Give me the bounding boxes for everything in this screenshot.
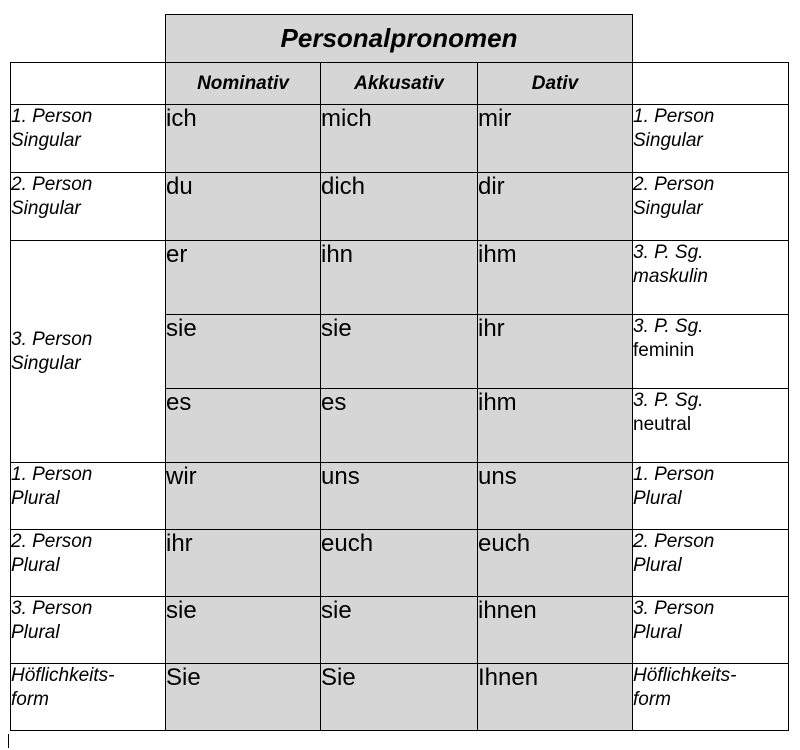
pronoun-dativ: dir: [478, 173, 633, 241]
row-label-line: 3. Person: [633, 598, 715, 619]
row-label-line: 2. Person: [11, 531, 93, 552]
pronoun-nominativ: es: [166, 389, 321, 463]
pronoun-nominativ: sie: [166, 315, 321, 389]
row-label-line: Plural: [11, 488, 60, 509]
pronoun-nominativ: wir: [166, 463, 321, 530]
row-label-line: Plural: [11, 555, 60, 576]
row-label-line: maskulin: [633, 266, 708, 287]
personal-pronouns-table: [10, 14, 789, 731]
row-label-line: 3. P. Sg.: [633, 316, 704, 337]
table-row: [11, 241, 789, 315]
row-label-right: [633, 241, 789, 315]
row-label-line: 3. P. Sg.: [633, 390, 704, 411]
column-header-nominativ: Nominativ: [166, 63, 321, 105]
pronoun-dativ: ihm: [478, 241, 633, 315]
header-row: [11, 63, 789, 105]
pronoun-akkusativ: Sie: [321, 664, 478, 731]
row-label-right: [633, 664, 789, 731]
pronoun-nominativ: Sie: [166, 664, 321, 731]
row-label-line: 1. Person: [633, 106, 715, 127]
pronoun-dativ: Ihnen: [478, 664, 633, 731]
pronoun-akkusativ: sie: [321, 597, 478, 664]
blank-corner-right: [633, 15, 789, 63]
row-label-line: 2. Person: [633, 174, 715, 195]
row-label-line: 1. Person: [11, 464, 93, 485]
row-label-right: [633, 463, 789, 530]
row-label: [11, 463, 166, 530]
row-label-line: Singular: [633, 198, 703, 219]
column-header-dativ: Dativ: [478, 63, 633, 105]
pronoun-akkusativ: uns: [321, 463, 478, 530]
row-label-line: Singular: [633, 130, 703, 151]
table-title: Personalpronomen: [166, 15, 633, 63]
row-label-line: 3. Person: [11, 598, 93, 619]
blank-corner: [11, 15, 166, 63]
row-label-line: 3. P. Sg.: [633, 242, 704, 263]
row-label-line: Singular: [11, 130, 81, 151]
pronoun-akkusativ: euch: [321, 530, 478, 597]
row-label-line: 1. Person: [11, 106, 93, 127]
pronoun-akkusativ: sie: [321, 315, 478, 389]
pronoun-dativ: uns: [478, 463, 633, 530]
pronoun-nominativ: ihr: [166, 530, 321, 597]
pronoun-nominativ: sie: [166, 597, 321, 664]
pronoun-nominativ: ich: [166, 105, 321, 173]
row-label-line: feminin: [633, 340, 695, 361]
header-empty-left: [11, 63, 166, 105]
row-label-right: [633, 597, 789, 664]
pronoun-dativ: ihm: [478, 389, 633, 463]
row-label-right: [633, 173, 789, 241]
pronoun-akkusativ: ihn: [321, 241, 478, 315]
table-row: [11, 664, 789, 731]
column-header-akkusativ: Akkusativ: [321, 63, 478, 105]
row-label-line: Höflichkeits-: [633, 665, 737, 686]
row-label-line: 3. Person: [11, 328, 93, 350]
row-label-line: Plural: [633, 488, 682, 509]
pronoun-akkusativ: dich: [321, 173, 478, 241]
header-empty-right: [633, 63, 789, 105]
table-row: [11, 105, 789, 173]
row-label-line: 1. Person: [633, 464, 715, 485]
text-cursor: [8, 734, 9, 748]
pronoun-dativ: euch: [478, 530, 633, 597]
pronoun-nominativ: er: [166, 241, 321, 315]
row-label-line: Plural: [11, 622, 60, 643]
pronoun-nominativ: du: [166, 173, 321, 241]
row-label-line: form: [11, 689, 49, 710]
row-label-line: Plural: [633, 622, 682, 643]
row-label-right: [633, 105, 789, 173]
row-label-line: Plural: [633, 555, 682, 576]
pronoun-akkusativ: mich: [321, 105, 478, 173]
row-label-right: [633, 389, 789, 463]
row-label-line: 2. Person: [11, 174, 93, 195]
pronoun-dativ: ihr: [478, 315, 633, 389]
row-label-line: Höflichkeits-: [11, 665, 115, 686]
table-row: [11, 173, 789, 241]
table-row: [11, 597, 789, 664]
pronoun-dativ: ihnen: [478, 597, 633, 664]
table-row: [11, 463, 789, 530]
row-label-right: [633, 315, 789, 389]
row-label: [11, 105, 166, 173]
row-label-right: [633, 530, 789, 597]
title-row: [11, 15, 789, 63]
row-label: [11, 597, 166, 664]
row-label: [11, 530, 166, 597]
row-label: [11, 173, 166, 241]
row-label-line: 2. Person: [633, 531, 715, 552]
pronoun-akkusativ: es: [321, 389, 478, 463]
row-label-line: Singular: [11, 352, 81, 374]
row-label-line: form: [633, 689, 671, 710]
row-label-line: Singular: [11, 198, 81, 219]
row-label: [11, 241, 166, 463]
pronoun-dativ: mir: [478, 105, 633, 173]
row-label: [11, 664, 166, 731]
row-label-line: neutral: [633, 414, 692, 435]
table-row: [11, 530, 789, 597]
